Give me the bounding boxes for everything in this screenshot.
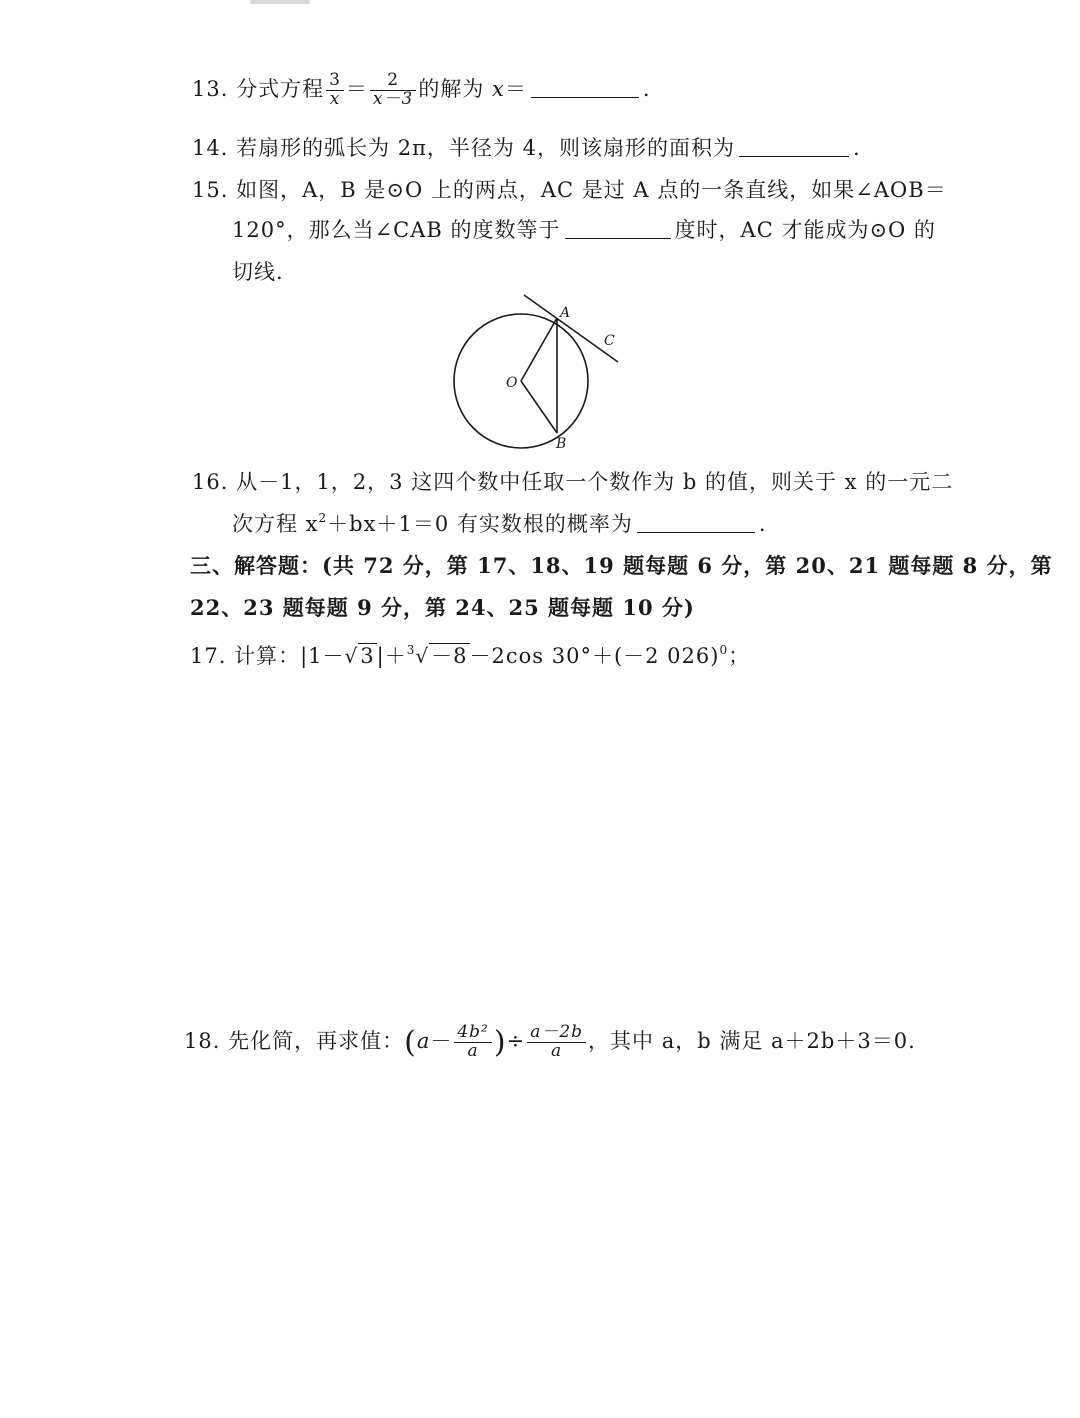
answer-blank-13[interactable] [531, 96, 639, 98]
question-15: 15. 如图，A，B 是⊙O 上的两点，AC 是过 A 点的一条直线，如果∠AOB＝ [192, 178, 947, 202]
answer-blank-14[interactable] [739, 155, 849, 157]
question-16: 16. 从－1，1，2，3 这四个数中任取一个数作为 b 的值，则关于 x 的一元二 [192, 470, 954, 494]
question-15-line-2: 120°，那么当∠CAB 的度数等于 度时，AC 才能成为⊙O 的 [232, 218, 936, 242]
fraction-2-over-x-minus-3: $\frac{2}{x-3}$ [370, 72, 416, 109]
answer-blank-16[interactable] [637, 531, 755, 533]
question-18: 18. 先化简，再求值：(a－ $\frac{\text{4b²}}{a}$ )÷ $\frac{a-2b}{a}$ ，其中 a，b 满足 a＋2b＋3＝0. [184, 1022, 916, 1061]
fraction-a-minus-2b-over-a: $\frac{a-2b}{a}$ [527, 1024, 586, 1061]
section-3-header: 三、解答题：(共 72 分，第 17、18、19 题每题 6 分，第 20、21 题每题 8 分，第 [190, 553, 1053, 578]
question-14: 14. 若扇形的弧长为 2π，半径为 4，则该扇形的面积为 . [192, 136, 861, 160]
segment-oa [521, 318, 557, 381]
answer-blank-15[interactable] [565, 237, 671, 239]
section-3-header-line-2: 22、23 题每题 9 分，第 24、25 题每题 10 分) [190, 595, 695, 620]
circle-tangent-figure [440, 290, 640, 455]
label-c: C [604, 333, 615, 349]
label-b: B [556, 436, 567, 452]
question-13: 13. 分式方程 $\frac{3}{x}$ ＝ $\frac{2}{x-3}$ 的解为 x＝ . [192, 70, 651, 109]
segment-ob [521, 381, 557, 433]
question-17: 17. 计算：|1－√3|＋$^3$√－8－2cos 30°＋(－2 026)$^0$； [190, 643, 751, 668]
scan-smudge [250, 0, 310, 4]
label-o: O [506, 375, 518, 391]
question-16-line-2: 次方程 $x^2+bx+1=0$ 有实数根的概率为 . [232, 511, 767, 536]
question-15-line-3: 切线. [232, 260, 284, 284]
label-a: A [560, 305, 571, 321]
fraction-3-over-x: $\frac{3}{x}$ [326, 72, 344, 109]
fraction-4b2-over-a: $\frac{\text{4b²}}{a}$ [454, 1024, 492, 1061]
